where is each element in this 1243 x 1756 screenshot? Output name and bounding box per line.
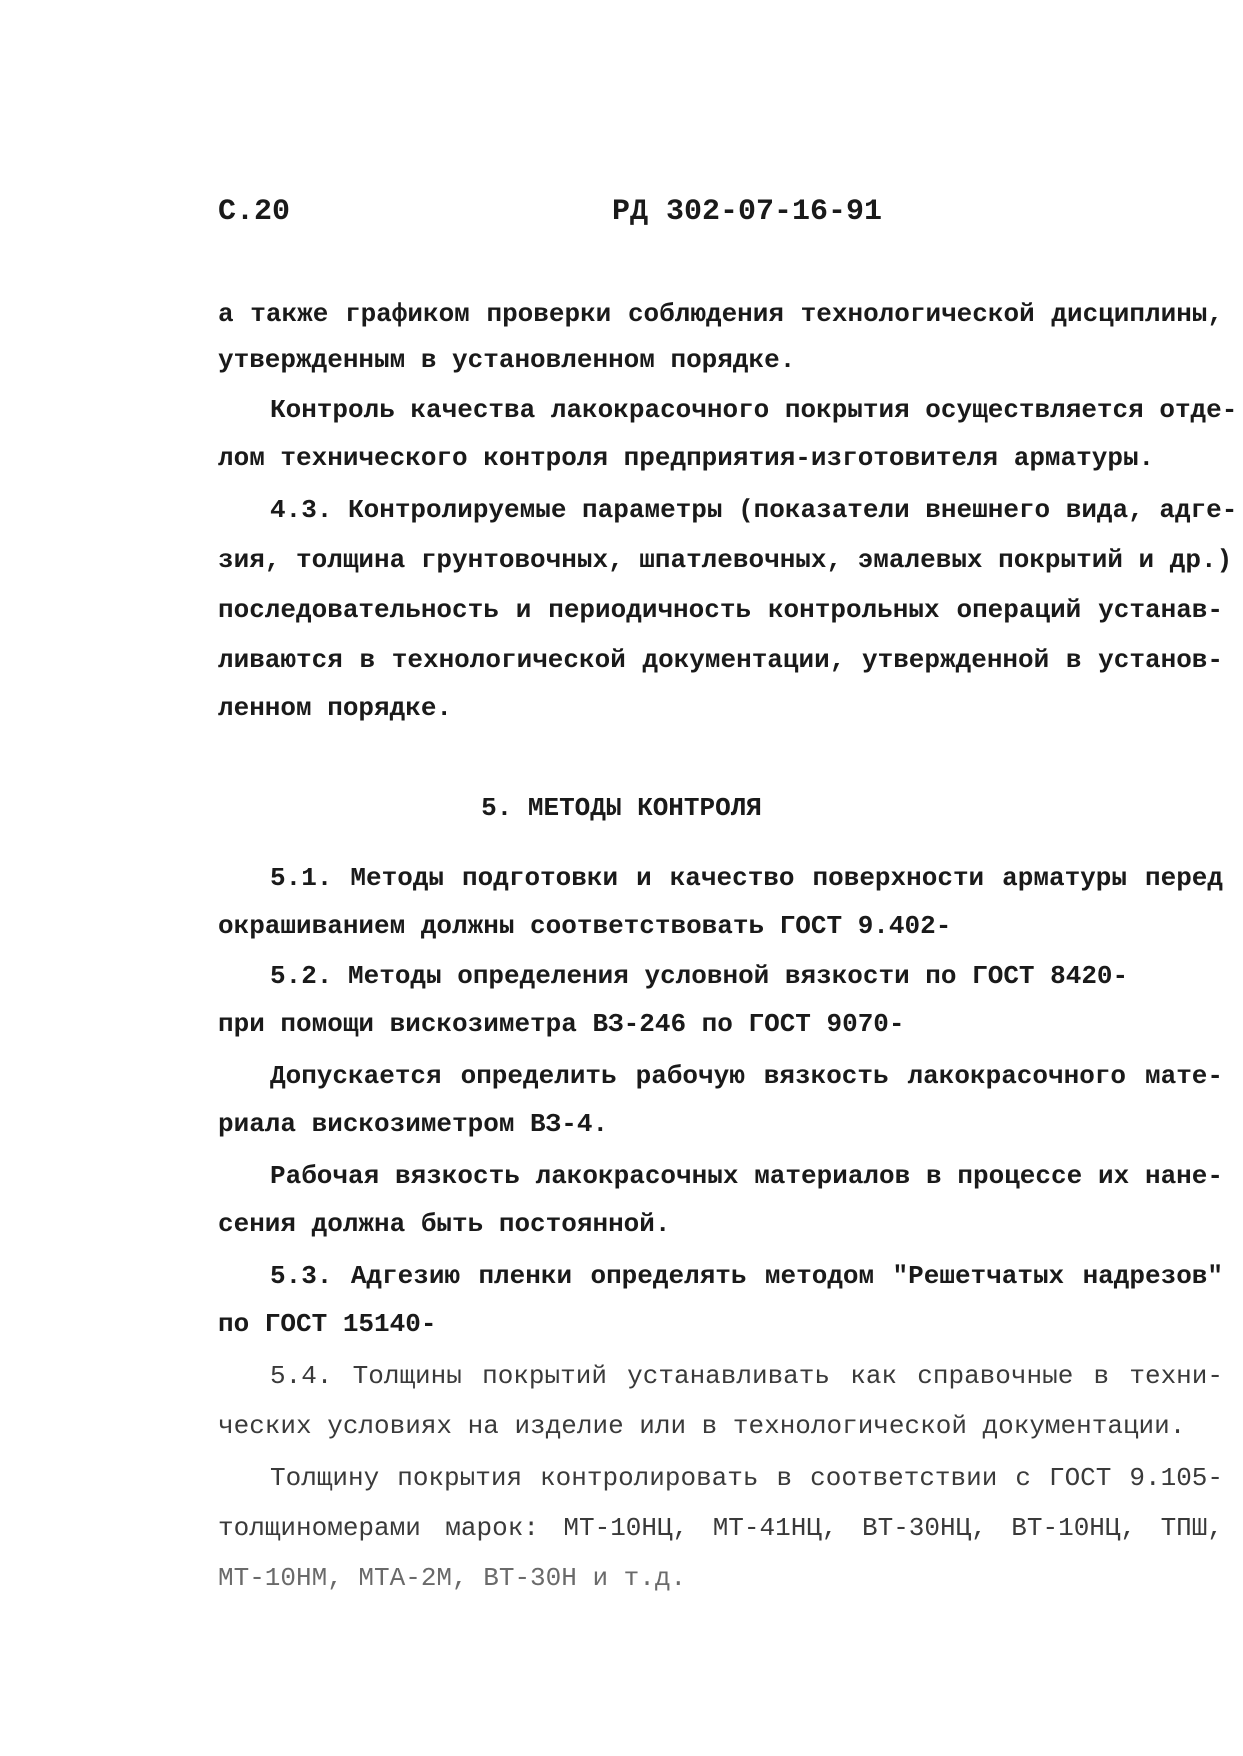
paragraph-line: Рабочая вязкость лакокрасочных материалов в процессе их нане- [270, 1161, 1223, 1191]
paragraph-line: толщиномерами марок: МТ-10НЦ, МТ-41НЦ, ВТ-30НЦ, ВТ-10НЦ, ТПШ, [218, 1513, 1223, 1543]
paragraph-line: утвержденным в установленном порядке. [218, 345, 796, 375]
paragraph-line: зия, толщина грунтовочных, шпатлевочных, эмалевых покрытий и др.) [218, 545, 1233, 575]
paragraph-line: окрашиванием должны соответствовать ГОСТ 9.402- [218, 911, 952, 941]
paragraph-line: сения должна быть постоянной. [218, 1209, 671, 1239]
document-code: РД 302-07-16-91 [612, 195, 883, 229]
paragraph-line: 5.3. Адгезию пленки определять методом "Решетчатых надрезов" [270, 1261, 1223, 1291]
paragraph-line: ливаются в технологической документации, утвержденной в установ- [218, 645, 1223, 675]
paragraph-line: лом технического контроля предприятия-изготовителя арматуры. [218, 443, 1155, 473]
paragraph-line: ленном порядке. [218, 693, 453, 723]
paragraph-line: Толщину покрытия контролировать в соответствии с ГОСТ 9.105- [270, 1463, 1223, 1493]
page-number: С.20 [218, 195, 291, 229]
paragraph-line: риала вискозиметром ВЗ-4. [218, 1109, 609, 1139]
paragraph-line: 5.4. Толщины покрытий устанавливать как справочные в техни- [270, 1361, 1223, 1391]
paragraph-line: 5.2. Методы определения условной вязкости по ГОСТ 8420- [270, 961, 1129, 991]
paragraph-line: ческих условиях на изделие или в технологической документации. [218, 1411, 1186, 1441]
paragraph-line: а также графиком проверки соблюдения технологической дисциплины, [218, 299, 1223, 329]
paragraph-line: при помощи вискозиметра ВЗ-246 по ГОСТ 9070- [218, 1009, 905, 1039]
paragraph-line: МТ-10НМ, МТА-2М, ВТ-30Н и т.д. [218, 1563, 687, 1593]
paragraph-line: 5.1. Методы подготовки и качество поверхности арматуры перед [270, 863, 1223, 893]
paragraph-line: 4.3. Контролируемые параметры (показатели внешнего вида, адге- [270, 495, 1238, 525]
paragraph-line: последовательность и периодичность контрольных операций устанав- [218, 595, 1223, 625]
paragraph-line: Допускается определить рабочую вязкость лакокрасочного мате- [270, 1061, 1223, 1091]
paragraph-line: по ГОСТ 15140- [218, 1309, 437, 1339]
paragraph-line: Контроль качества лакокрасочного покрытия осуществляется отде- [270, 395, 1238, 425]
section-heading: 5. МЕТОДЫ КОНТРОЛЯ [481, 793, 762, 823]
